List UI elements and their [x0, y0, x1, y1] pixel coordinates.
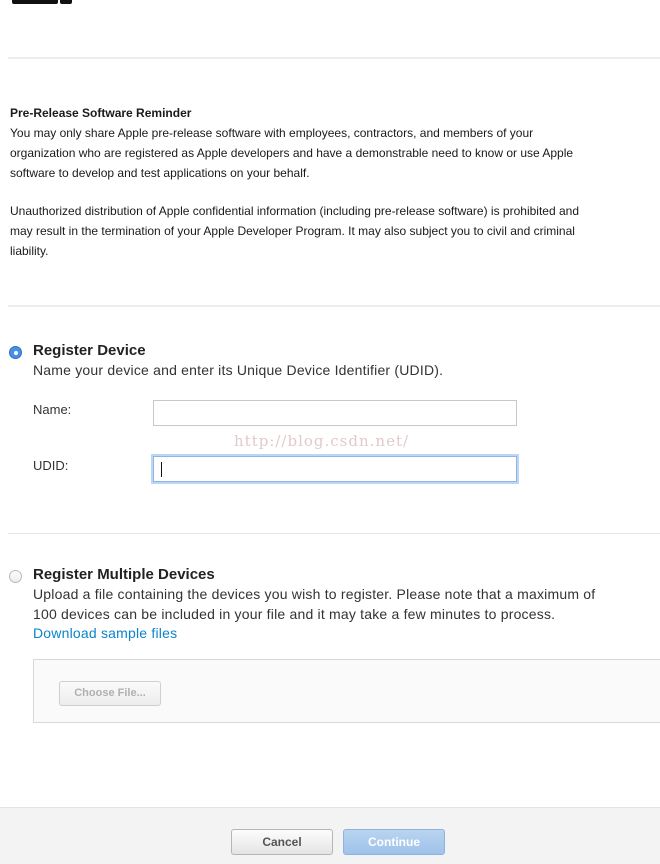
pre-release-reminder — [10, 103, 650, 261]
header-bar — [0, 0, 660, 6]
register-multiple-description-line: 100 devices can be included in your file and it may take a few minutes to process. — [33, 606, 556, 622]
register-device-title: Register Device — [33, 342, 146, 359]
text-caret — [161, 462, 162, 477]
reminder-text-line: liability. — [10, 244, 49, 258]
divider — [8, 57, 660, 59]
divider — [8, 305, 660, 307]
reminder-text-line: Unauthorized distribution of Apple confidential information (including pre-release software) is prohibited and — [10, 204, 579, 218]
reminder-title: Pre-Release Software Reminder — [10, 106, 192, 120]
udid-input[interactable] — [153, 456, 517, 482]
continue-button[interactable]: Continue — [343, 829, 445, 855]
reminder-text-line: You may only share Apple pre-release software with employees, contractors, and members of your — [10, 126, 534, 140]
reminder-text-line: may result in the termination of your Apple Developer Program. It may also subject you to civil and criminal — [10, 224, 575, 238]
logo-fragment — [60, 0, 72, 4]
register-device-radio[interactable] — [9, 346, 22, 359]
download-sample-files-link[interactable]: Download sample files — [33, 625, 178, 641]
cancel-button[interactable]: Cancel — [231, 829, 333, 855]
register-multiple-radio[interactable] — [9, 570, 22, 583]
register-multiple-title: Register Multiple Devices — [33, 566, 215, 583]
apple-developer-logo — [12, 0, 58, 4]
file-upload-area — [33, 659, 660, 723]
reminder-text-line: software to develop and test applications on your behalf. — [10, 166, 310, 180]
footer-bar — [0, 807, 660, 864]
udid-label: UDID: — [33, 458, 69, 473]
choose-file-button[interactable]: Choose File... — [59, 681, 161, 706]
reminder-text-line: organization who are registered as Apple developers and have a demonstrable need to know or use Apple — [10, 146, 574, 160]
divider — [8, 533, 660, 534]
name-label: Name: — [33, 402, 72, 417]
watermark: http://blog.csdn.net/ — [234, 432, 410, 450]
register-device-description: Name your device and enter its Unique Device Identifier (UDID). — [33, 362, 444, 378]
register-multiple-description-line: Upload a file containing the devices you wish to register. Please note that a maximum of — [33, 586, 596, 602]
device-name-input[interactable] — [153, 400, 517, 426]
